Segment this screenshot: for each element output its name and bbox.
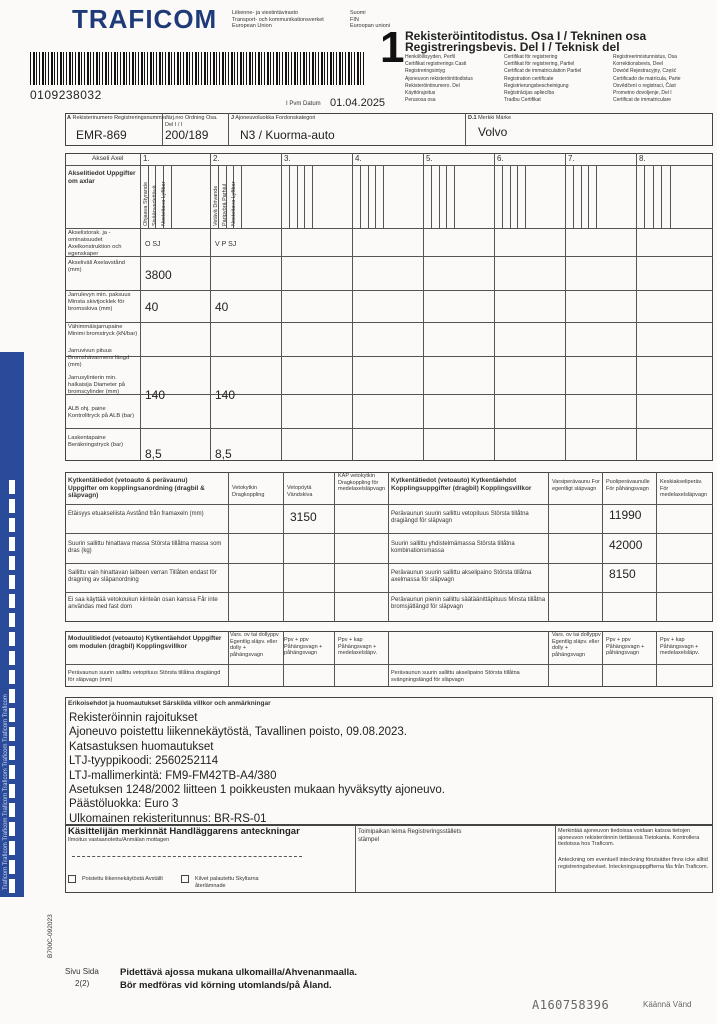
coupling-semitrailer-value: 42000 <box>609 538 643 552</box>
document-number: 1 <box>380 23 405 72</box>
axle1-subcol-0: Ohjaava Styrande <box>143 181 149 226</box>
coupling-col-fifthwheel: Vetopöytä Vändskiva <box>287 485 313 498</box>
coupling-right-row-label: Perävaunun suurin sallittu vetopituus Största tillåtna dragiängd för släpvagn <box>391 511 529 524</box>
strip-dash <box>9 879 15 893</box>
module-right-col-3: Ppv + kap Påhängsvagn + medelaxelsläpv. <box>660 637 700 656</box>
coupling-row-label: Ei saa käyttää vetokoukun kiinteän osan kanssa Får inte användas med fast dom <box>68 597 218 610</box>
country-lines: Suomi FIN Euroopan unioni <box>350 10 391 29</box>
coupling-semitrailer-value: 11990 <box>609 508 642 522</box>
coupling-right-title: Kytkentätiedot (vetoauto) Kytkentäehdot Kopplingsuppgifter (dragbil) Kopplingsvillkor <box>391 477 532 492</box>
axle1-value: 8,5 <box>145 447 162 461</box>
strip-dash <box>9 784 15 798</box>
coupling-semitrailer-value: 8150 <box>609 567 636 581</box>
axle-row-label: ALB ohj. paine Kontrolltryck på ALB (bar) <box>68 406 135 419</box>
handler-title: Käsittelijän merkinnät Handläggarens anteckningar <box>68 826 300 837</box>
checkbox-plates-returned-label: Kilvet palautettu Skyltarna återlämnade <box>195 876 259 889</box>
axle-column-8: 8. <box>639 154 646 163</box>
title-fi: Rekisteröintitodistus. Osa I / Tekninen osa <box>405 29 647 43</box>
strip-dash <box>9 708 15 722</box>
traficom-logo: TRAFICOM <box>72 4 218 34</box>
axle1-subcol-2: Nostettava Lyftbar <box>161 181 167 226</box>
axle2-subcol-0: Vetävä Drivande <box>213 185 219 226</box>
strip-dash <box>9 765 15 779</box>
strip-dash <box>9 499 15 513</box>
axle2-value: 140 <box>215 388 236 402</box>
axle-row-label: Akseliväli Axelavstånd (mm) <box>68 260 126 273</box>
print-date: 01.04.2025 <box>330 97 386 109</box>
axle-row-label: Jarrusylinterin min. halkaisija Diameter på bromscylinder (mm) <box>68 375 126 395</box>
checkbox-deregistered[interactable] <box>68 875 76 883</box>
axle2-value: V P SJ <box>215 241 237 248</box>
axle-row-label: Jarrulevyn min. paksuus Minsta skivtjocklek för bromsskiva (mm) <box>68 292 131 312</box>
axle-row-label: Jarruvivun pituus Bromshävarmens längd (mm) <box>68 348 130 368</box>
checkbox-plates-returned[interactable] <box>181 875 189 883</box>
order-label: Järj.nro Ordning Osa. Del I / I <box>165 115 218 128</box>
coupling-row-label: Suurin sallittu hinattava massa Största tillåtna massa som dras (kg) <box>68 541 222 554</box>
handler-note-2: Anteckning om eventuell inteckning förutsätter finns icke alltid registreringsbeviset. Inteckningsuppgifterna fås från Traficom. <box>558 857 709 870</box>
strip-dash <box>9 575 15 589</box>
coupling-row-label: Sallittu vain hinattavan laitteen verran Tillåten endast för dragning av släpanordning <box>68 570 217 583</box>
axle-section-title: Akselitiedot Uppgifter om axlar <box>68 170 136 185</box>
axle-row-label: Akseli Axel <box>92 155 124 162</box>
side-lines-col1: Henkilöllisyyden, Perfil Certifikat registrerings Casti Registreringsintyg Ajoneuvon rekisteröintitodistus Rekisteröintinumero. Del Käyttörajoitus Perusosa osa <box>405 54 473 104</box>
axle-column-6: 6. <box>497 154 504 163</box>
axle-row-label: Akselistorak. ja -ominaisuudet Axelkonstruktion och egenskaper <box>68 230 122 257</box>
make-value: Volvo <box>478 125 508 139</box>
axle2-value: 8,5 <box>215 447 232 461</box>
strip-dash <box>9 670 15 684</box>
module-col-2: Ppv + ppv Påhängsvagn + påhängsvagn <box>284 637 323 656</box>
received-date-line <box>72 856 302 857</box>
notice-sv: Bör medföras vid körning utomlands/på Åland. <box>120 980 332 991</box>
strip-dash <box>9 860 15 874</box>
strip-dash <box>9 803 15 817</box>
axle-column-1: 1. <box>143 154 150 163</box>
axle1-value: O SJ <box>145 241 161 248</box>
coupling-col-hook: Vetokytkin Dragkoppling <box>232 485 265 498</box>
module-right-col-1: Vars. ov tai dollyppv Egentlig släpv. eller dolly + påhängsvagn <box>552 632 601 658</box>
remark-line: Päästöluokka: Euro 3 <box>69 798 179 811</box>
axle2-value: 40 <box>215 300 229 314</box>
coupling-right-row-label: Suurin sallittu yhdistelmämassa Största tillåtna kombinationsmassa <box>391 541 515 554</box>
axle2-subcol-2: Nostettava Lyftbar <box>231 181 237 226</box>
turn-page-label: Käännä Vänd <box>643 1000 692 1009</box>
module-col-3: Ppv + kap Påhängsvagn + medelaxelsläpv. <box>338 637 378 656</box>
coupling-right-col-full: Varsiperävaunu For egentligt släpvagn <box>552 479 600 492</box>
office-stamp-label: Toimipaikan leima Registreringsställets stämpel <box>358 829 462 843</box>
serial-number: A160758396 <box>532 998 610 1012</box>
axle-row-label: Vähimmäisjarrupaine Minimi bromstryck (kN/bar) <box>68 324 138 337</box>
barcode <box>30 52 366 85</box>
module-col-1: Vars. ov tai dollyppv Egentlig släpv. eller dolly + påhängsvagn <box>230 632 279 658</box>
side-lines-col3: Registreerimistunnistus, Osa Korrektionsbevis, Deel Dowód Rejestracyjny, Część Certificado de matrícula, Parte Osvědčení o registraci, Část Prometno dovoljenje, Del I Certificat de immatriculare <box>613 54 681 104</box>
make-label: D.1 Merkki Märke <box>468 115 512 121</box>
axle-column-4: 4. <box>355 154 362 163</box>
strip-dash <box>9 613 15 627</box>
checkbox-deregistered-label: Poistettu liikennekäytöstä Avställt <box>82 876 163 882</box>
remark-line: LTJ-tyyppikoodi: 2560252114 <box>69 755 219 768</box>
coupling-right-row-label: Perävaunun suurin sallittu akselipaino Största tillåtna axelmassa för släpvagn <box>391 570 532 583</box>
module-row-right: Perävaunun suurin sallittu akselipaino Största tillåtna svängningslängd för släpvagn <box>391 670 520 683</box>
axle2-subcol-1: Paripyörä Parhjul <box>222 183 228 226</box>
security-strip-text: Traficom Traficom Traficom Traficom Traficom Traficom Traficom Traficom <box>3 694 9 890</box>
page-label: Sivu Sida <box>65 967 99 976</box>
coupling-row-label: Etäisyys etuakseliista Avstånd från framaxeln (mm) <box>68 511 204 517</box>
strip-dash <box>9 822 15 836</box>
axle-column-7: 7. <box>568 154 575 163</box>
strip-dash <box>9 632 15 646</box>
remark-line: Asetuksen 1248/2002 liitteen 1 poikkeusten mukaan hyväksytty ajoneuvo. <box>69 784 445 797</box>
strip-dash <box>9 556 15 570</box>
remarks-lines <box>69 711 445 826</box>
axle-row-label: Laskentapaine Beräkningstryck (bar) <box>68 435 124 448</box>
axle-column-2: 2. <box>213 154 220 163</box>
remark-line: Katsastuksen huomautukset <box>69 740 214 753</box>
order-value: 200/189 <box>165 128 209 142</box>
title-sv: Registreringsbevis. Del I / Teknisk del <box>405 40 620 54</box>
reg-label: A Rekisterinumero Registreringsnummer <box>67 115 167 121</box>
category-value: N3 / Kuorma-auto <box>240 128 335 142</box>
remark-line: Rekisteröinnin rajoitukset <box>69 712 198 724</box>
remark-line: Ajoneuvo poistettu liikennekäytöstä, Tavallinen poisto, 09.08.2023. <box>69 726 407 739</box>
agency-lines: Liikenne- ja viestintävirasto Transport- och kommunikationsverket European Union <box>232 10 324 29</box>
strip-dash <box>9 518 15 532</box>
handler-subtitle: Ilmoitus vastaanotettu/Anmälan mottagen <box>68 837 170 843</box>
strip-dash <box>9 480 15 494</box>
strip-dash <box>9 727 15 741</box>
coupling-right-col-semi: Puoliperävaunulle För påhängsvagn <box>606 479 650 492</box>
axle1-value: 140 <box>145 388 166 402</box>
remark-line: Ulkomainen rekisteritunnus: BR-RS-01 <box>69 812 267 825</box>
page-value: 2(2) <box>75 979 90 988</box>
module-title: Moduulitiedot (vetoauto) Kytkentäehdot Uppgifter om modulen (dragbil) Kopplingsvillkor <box>68 635 222 650</box>
notice-fi: Pidettävä ajossa mukana ulkomailla/Ahvenanmaalla. <box>120 967 358 978</box>
handler-note-1: Merkintää ajoneuvon tiedoissa voidaan katsoa tietojen ajoneuvon rekisteröinnin tiettäessä Tietokanta. Kontrollera tiedoissa hos Traficom. <box>558 828 700 847</box>
axle-column-3: 3. <box>284 154 291 163</box>
strip-dash <box>9 537 15 551</box>
coupling-fifthwheel-value: 3150 <box>290 510 317 524</box>
axle1-value: 3800 <box>145 268 172 282</box>
strip-dash <box>9 746 15 760</box>
coupling-col-kap: KAP vetokytkin Dragkoppling för medelaxelsläpvagn <box>338 473 386 492</box>
remark-line: LTJ-mallimerkintä: FM9-FM42TB-A4/380 <box>69 769 277 782</box>
coupling-right-row-label: Perävaunun pienin sallittu säätäänittäpituus Minsta tillåtna bromsjätlängd för släpvagn <box>391 597 546 610</box>
axle-column-5: 5. <box>426 154 433 163</box>
form-code: B700C-092023 <box>47 914 54 958</box>
module-right-col-2: Ppv + ppv Påhängsvagn + påhängsvagn <box>606 637 645 656</box>
print-date-label: I Pvm Datum <box>286 101 321 107</box>
strip-dash <box>9 594 15 608</box>
axle1-value: 40 <box>145 300 159 314</box>
axle1-subcol-1: Sisäänvedettävä <box>152 185 158 226</box>
strip-dash <box>9 841 15 855</box>
barcode-number: 0109238032 <box>30 88 102 102</box>
side-lines-col2: Certifikat för registrering Certifikat för registrering, Partiel Certificat de immatriculation Partiel Registration certificate Registrierungsbescheinigung Reģistrācijas apliecība Tradbu Certifikat <box>504 54 582 104</box>
remarks-title: Erikoisehdot ja huomautukset Särskilda villkor och anmärkningar <box>68 700 271 707</box>
category-label: J Ajoneuvoluokka Fordonskategori <box>231 115 316 121</box>
coupling-title: Kytkentätiedot (vetoauto & perävaunu) Uppgifter om kopplingsanordning (dragbil & släpvagn) <box>68 477 205 499</box>
coupling-right-col-center: Keskiakseliperäv. För medelaxelsläpvagn <box>660 479 708 498</box>
reg-value: EMR-869 <box>76 128 127 142</box>
strip-dash <box>9 689 15 703</box>
strip-dash <box>9 651 15 665</box>
module-row-left: Perävaunun suurin sallittu vetopituus Största tillåtna dragiängd för släpvagn (mm) <box>68 670 221 683</box>
